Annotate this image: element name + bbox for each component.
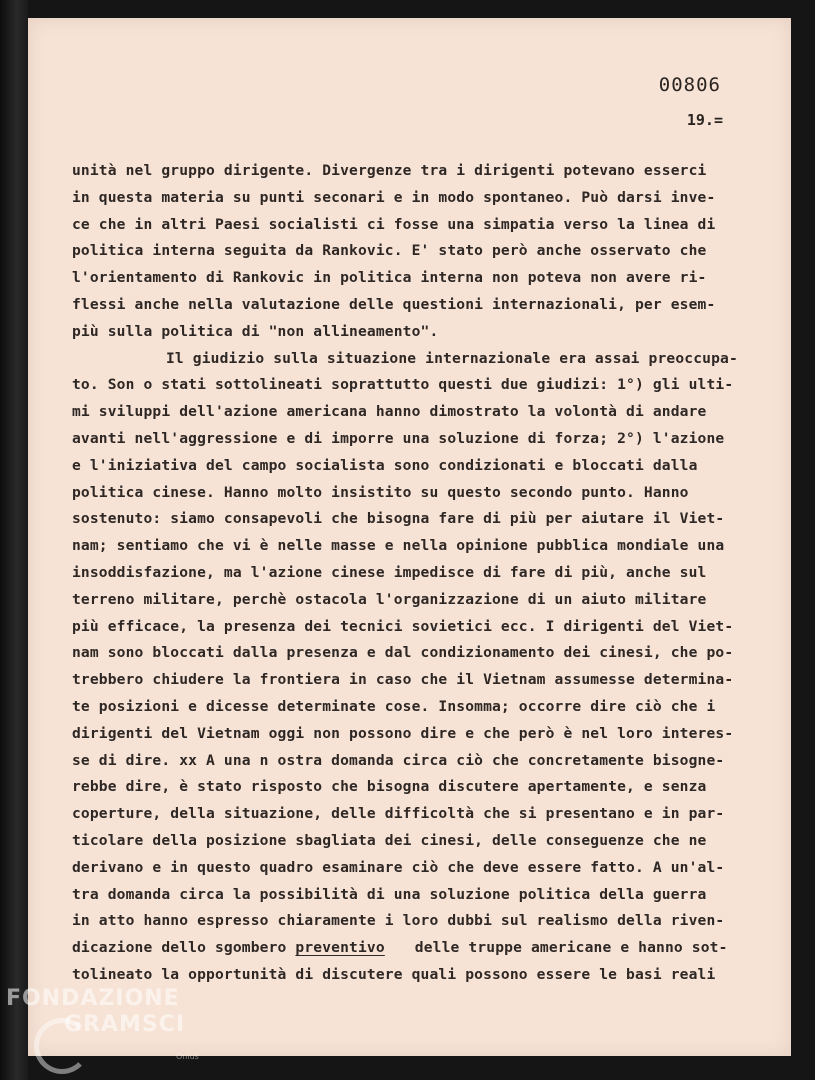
text-line: avanti nell'aggressione e di imporre una soluzione di forza; 2°) l'azione [72, 429, 725, 447]
watermark-line: GRAMSCI [64, 1012, 186, 1037]
watermark-line: FONDAZIONE [6, 986, 180, 1011]
text-line: politica interna seguita da Rankovic. E' stato però anche osservato che [72, 242, 707, 260]
text-line: trebbero chiudere la frontiera in caso che il Vietnam assumesse determina- [72, 671, 734, 689]
text-line: derivano e in questo quadro esaminare ciò che deve essere fatto. A un'al- [72, 858, 725, 876]
text-line: e l'iniziativa del campo socialista sono condizionati e bloccati dalla [72, 456, 698, 474]
text-line: rebbe dire, è stato risposto che bisogna discutere apertamente, e senza [72, 778, 707, 796]
text-line: terreno militare, perchè ostacola l'organizzazione di un aiuto militare [72, 590, 707, 608]
text-line: in atto hanno espresso chiaramente i loro dubbi sul realismo della riven- [72, 912, 725, 930]
page-number: 19.= [686, 111, 723, 129]
text-line: l'orientamento di Rankovic in politica interna non poteva non avere ri- [72, 269, 707, 287]
document-page [28, 18, 791, 1056]
text-line: tra domanda circa la possibilità di una soluzione politica della guerra [72, 885, 707, 903]
text-line: ce che in altri Paesi socialisti ci fosse una simpatia verso la linea di [72, 215, 716, 233]
text-line: più sulla politica di "non allineamento". [72, 322, 439, 340]
text-segment: dicazione dello sgombero [72, 939, 287, 957]
text-line: flessi anche nella valutazione delle questioni internazionali, per esem- [72, 295, 716, 313]
text-line: sostenuto: siamo consapevoli che bisogna fare di più per aiutare il Viet- [72, 510, 725, 528]
typewritten-text [72, 158, 792, 989]
scan-left-edge [0, 0, 28, 1080]
text-line: to. Son o stati sottolineati soprattutto questi due giudizi: 1°) gli ulti- [72, 376, 734, 394]
text-line: tolineato la opportunità di discutere quali possono essere le basi reali [72, 965, 716, 983]
watermark-subtitle: Onlus [176, 1052, 199, 1061]
text-line: unità nel gruppo dirigente. Divergenze tra i dirigenti potevano esserci [72, 162, 707, 179]
paragraph-start-line: Il giudizio sulla situazione internazionale era assai preoccupa- [166, 349, 738, 367]
text-line: politica cinese. Hanno molto insistito su questo secondo punto. Hanno [72, 483, 689, 501]
text-line: ticolare della posizione sbagliata dei cinesi, delle conseguenze che ne [72, 831, 707, 849]
text-line: te posizioni e dicesse determinate cose. Insomma; occorre dire ciò che i [72, 697, 716, 715]
text-line: coperture, della situazione, delle difficoltà che si presentano e in par- [72, 805, 725, 823]
underlined-word: preventivo [295, 939, 385, 957]
text-line-with-underline [72, 935, 792, 962]
text-line: più efficace, la presenza dei tecnici sovietici ecc. I dirigenti del Viet- [72, 617, 734, 635]
text-line: se di dire. xx A una n ostra domanda circa ciò che concretamente bisogne- [72, 751, 725, 769]
document-number: 00806 [658, 74, 721, 96]
text-line: dirigenti del Vietnam oggi non possono dire e che però è nel loro interes- [72, 724, 734, 742]
text-segment: delle truppe americane e hanno sot- [414, 939, 728, 957]
text-line: in questa materia su punti seconari e in modo spontaneo. Può darsi inve- [72, 188, 716, 206]
text-line: nam sono bloccati dalla presenza e dal condizionamento dei cinesi, che po- [72, 644, 734, 662]
text-line: nam; sentiamo che vi è nelle masse e nella opinione pubblica mondiale una [72, 537, 725, 555]
watermark-logo [6, 986, 185, 1038]
text-line: insoddisfazione, ma l'azione cinese impedisce di fare di più, anche sul [72, 563, 707, 581]
text-line: mi sviluppi dell'azione americana hanno dimostrato la volontà di andare [72, 403, 707, 421]
